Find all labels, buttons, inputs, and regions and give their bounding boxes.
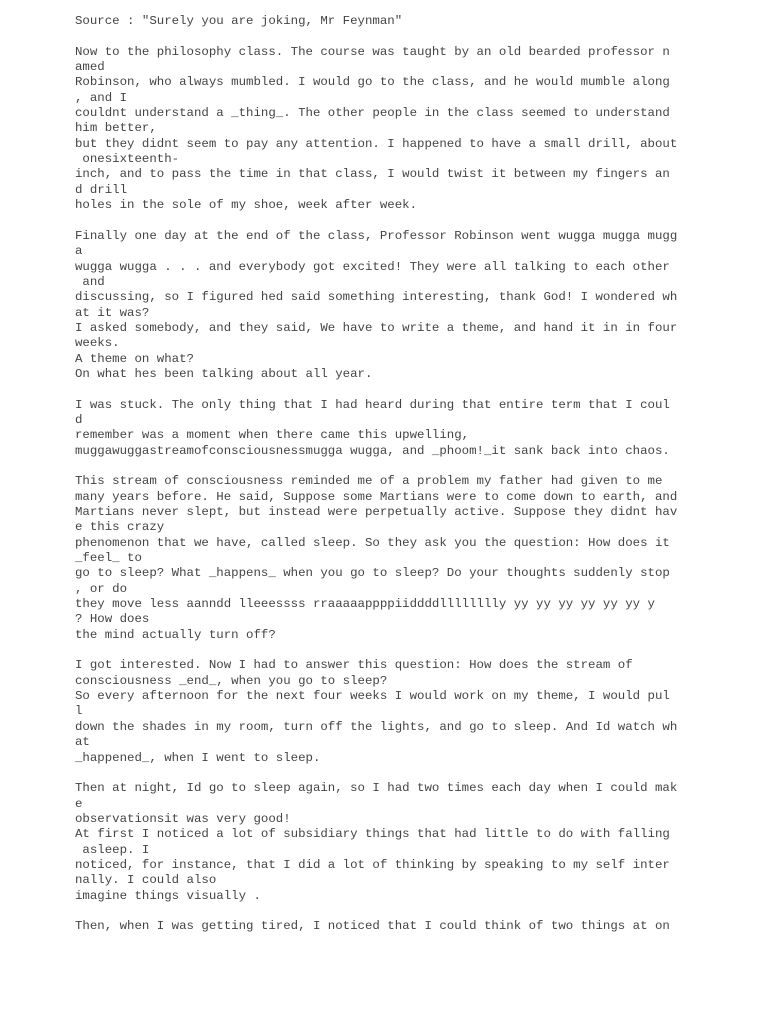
- text-line: imagine things visually .: [75, 888, 261, 903]
- text-line: they move less aanndd lleeessss rraaaaappppiiddddlllllllly yy yy yy yy yy yy y: [75, 597, 655, 612]
- text-line: I asked somebody, and they said, We have to write a theme, and hand it in in four: [75, 320, 678, 335]
- text-line: [75, 29, 755, 44]
- text-line: I was stuck. The only thing that I had heard during that entire term that I coul: [75, 397, 670, 412]
- text-line: l: [75, 704, 83, 719]
- text-line: d drill: [75, 182, 128, 197]
- text-line: phenomenon that we have, called sleep. So they ask you the question: How does it: [75, 535, 670, 550]
- text-line: , and I: [75, 90, 128, 105]
- text-line: the mind actually turn off?: [75, 627, 276, 642]
- text-line: a: [75, 244, 83, 259]
- text-line: _feel_ to: [75, 551, 142, 566]
- text-line: [75, 459, 755, 474]
- text-line: nally. I could also: [75, 873, 217, 888]
- text-line: At first I noticed a lot of subsidiary things that had little to do with falling: [75, 827, 670, 842]
- text-line: muggawuggastreamofconsciousnessmugga wugga, and _phoom!_it sank back into chaos.: [75, 443, 670, 458]
- text-line: Then, when I was getting tired, I noticed that I could think of two things at on: [75, 919, 670, 934]
- text-line: d: [75, 412, 83, 427]
- text-line: A theme on what?: [75, 351, 194, 366]
- text-line: [75, 766, 755, 781]
- text-line: , or do: [75, 581, 128, 596]
- text-line: at it was?: [75, 305, 150, 320]
- text-line: wugga wugga . . . and everybody got excited! They were all talking to each other: [75, 259, 670, 274]
- text-line: Martians never slept, but instead were perpetually active. Suppose they didnt hav: [75, 505, 678, 519]
- text-line: [75, 382, 755, 397]
- text-line: observationsit was very good!: [75, 811, 291, 826]
- text-line: discussing, so I figured hed said something interesting, thank God! I wondered wh: [75, 290, 678, 305]
- text-line: weeks.: [75, 336, 120, 351]
- text-line: Robinson, who always mumbled. I would go to the class, and he would mumble along: [75, 75, 670, 90]
- text-line: amed: [75, 60, 105, 75]
- text-line: [75, 643, 755, 658]
- text-line: [75, 213, 755, 228]
- text-line: holes in the sole of my shoe, week after week.: [75, 198, 418, 213]
- text-line: at: [75, 735, 90, 750]
- text-line: consciousness _end_, when you go to sleep?: [75, 673, 388, 688]
- text-line: Finally one day at the end of the class, Professor Robinson went wugga mugga mugg: [75, 228, 678, 243]
- text-line: asleep. I: [75, 842, 150, 857]
- text-line: Source : "Surely you are joking, Mr Feynman": [75, 14, 403, 28]
- text-line: remember was a moment when there came this upwelling,: [75, 428, 470, 443]
- text-line: I got interested. Now I had to answer this question: How does the stream of: [75, 658, 633, 673]
- text-line: inch, and to pass the time in that class, I would twist it between my fingers an: [75, 167, 670, 182]
- text-line: and: [75, 274, 105, 289]
- text-line: down the shades in my room, turn off the lights, and go to sleep. And Id watch wh: [75, 719, 678, 734]
- text-line: ? How does: [75, 612, 150, 627]
- text-line: _happened_, when I went to sleep.: [75, 750, 321, 765]
- text-line: e this crazy: [75, 520, 165, 535]
- text-line: e: [75, 796, 83, 811]
- text-line: many years before. He said, Suppose some Martians were to come down to earth, and: [75, 489, 678, 504]
- text-line: Then at night, Id go to sleep again, so I had two times each day when I could mak: [75, 781, 678, 796]
- text-line: onesixteenth-: [75, 152, 180, 167]
- text-line: him better,: [75, 121, 157, 136]
- text-line: but they didnt seem to pay any attention. I happened to have a small drill, about: [75, 136, 678, 151]
- text-line: [75, 904, 755, 919]
- text-line: couldnt understand a _thing_. The other people in the class seemed to understand: [75, 106, 670, 121]
- text-line: noticed, for instance, that I did a lot of thinking by speaking to my self inter: [75, 857, 670, 872]
- text-line: On what hes been talking about all year.: [75, 366, 373, 381]
- text-line: This stream of consciousness reminded me of a problem my father had given to me: [75, 474, 663, 489]
- document-text: [75, 14, 755, 935]
- text-line: go to sleep? What _happens_ when you go to sleep? Do your thoughts suddenly stop: [75, 566, 670, 581]
- text-line: Now to the philosophy class. The course was taught by an old bearded professor n: [75, 44, 670, 59]
- text-line: So every afternoon for the next four weeks I would work on my theme, I would pul: [75, 689, 670, 704]
